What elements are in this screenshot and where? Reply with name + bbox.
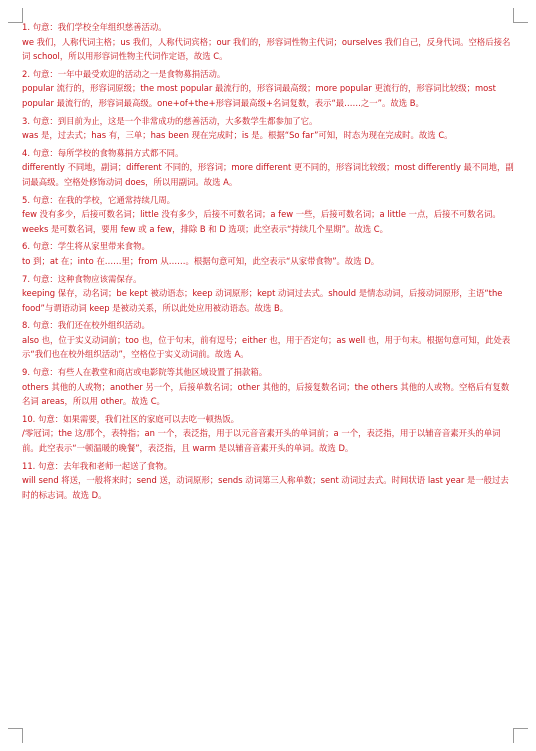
question-sentence: 3. 句意：到目前为止，这是一个非常成功的慈善活动，大多数学生都参加了它。 — [22, 115, 318, 126]
explanation: /零冠词；the 这/那个，表特指；an 一个，表泛指，用于以元音音素开头的单词前；a 一个，表泛指，用于以辅音音素开头的单词前。此空表示“一顿温暖的晚餐”，表泛指，且 warm 是以辅音音素开头的单词。故选 D。 — [22, 428, 501, 454]
question-sentence: 2. 句意：一年中最受欢迎的活动之一是食物募捐活动。 — [22, 68, 226, 79]
question-sentence: 7. 句意：这种食物应该需保存。 — [22, 273, 142, 284]
question-sentence: 11. 句意：去年我和老师一起送了食物。 — [22, 460, 172, 471]
question-sentence: 6. 句意：学生将从家里带来食物。 — [22, 241, 150, 252]
explanation: keeping 保存，动名词；be kept 被动语态；keep 动词原形；kept 动词过去式。should 是情态动词，后接动词原形，主语“the food”与谓语动词 keep 是被动关系，所以此处应用被动语态。故选 B。 — [22, 288, 503, 313]
answer-item-11 — [22, 459, 516, 503]
page-corner-mark-top-left — [8, 8, 23, 23]
answer-item-10 — [22, 412, 516, 456]
question-sentence: 1. 句意：我们学校全年组织慈善活动。 — [22, 22, 167, 32]
explanation: few 没有多少，后接可数名词；little 没有多少，后接不可数名词；a few 一些，后接可数名词；a little 一点，后接不可数名词。weeks 是可数名词，要用 few 或 a few，排除 B 和 D 选项；此空表示“持续几个星期”。故选 C。 — [22, 209, 501, 234]
explanation: popular 流行的，形容词原级；the most popular 最流行的，形容词最高级；more popular 更流行的，形容词比较级；most popular 最流行的，形容词最高级。one+of+the+形容词最高级+名词复数，表示“最……之一”。故选 B。 — [22, 83, 496, 108]
answer-item-9 — [22, 365, 516, 409]
answer-item-7 — [22, 272, 516, 316]
explanation: we 我们，人称代词主格；us 我们，人称代词宾格；our 我们的，形容词性物主代词；ourselves 我们自己，反身代词。空格后接名词 school，所以用形容词性物主代词作定语，故选 C。 — [22, 36, 511, 62]
answer-item-6 — [22, 239, 516, 268]
explanation: others 其他的人或物；another 另一个，后接单数名词；other 其他的，后接复数名词；the others 其他的人或物。空格后有复数名词 areas，所以用 other。故选 C。 — [22, 381, 510, 407]
explanation: differently 不同地，副词；different 不同的，形容词；more different 更不同的，形容词比较级；most differently 最不同地，副词最高级。空格处修饰动词 does，所以用副词。故选 A。 — [22, 162, 514, 187]
answer-item-2 — [22, 67, 516, 111]
explanation: also 也，位于实义动词前；too 也，位于句末，前有逗号；either 也，用于否定句；as well 也，用于句末。根据句意可知，此处表示“我们也在校外组织活动”，空格位于实义动词前。故选 A。 — [22, 334, 511, 360]
explanation: was 是，过去式；has 有，三单；has been 现在完成时；is 是。根据“So far”可知，时态为现在完成时。故选 C。 — [22, 130, 453, 141]
answer-explanations — [22, 20, 516, 505]
answer-item-1 — [22, 20, 516, 64]
question-sentence: 9. 句意：有些人在教堂和商店或电影院等其他区域设置了捐款箱。 — [22, 367, 268, 378]
page-corner-mark-bottom-left — [8, 728, 23, 743]
question-sentence: 5. 句意：在我的学校，它通常持续几周。 — [22, 194, 176, 205]
answer-item-3 — [22, 114, 516, 143]
explanation: to 到；at 在；into 在……里；from 从……。根据句意可知，此空表示“从家带食物”。故选 D。 — [22, 255, 380, 266]
question-sentence: 10. 句意：如果需要，我们社区的家庭可以去吃一顿热饭。 — [22, 413, 239, 424]
page-corner-mark-bottom-right — [513, 728, 528, 743]
answer-item-4 — [22, 146, 516, 190]
answer-item-8 — [22, 318, 516, 362]
question-sentence: 4. 句意：每所学校的食物募捐方式都不同。 — [22, 147, 184, 158]
question-sentence: 8. 句意：我们还在校外组织活动。 — [22, 320, 150, 331]
answer-item-5 — [22, 193, 516, 237]
explanation: will send 将送，一般将来时；send 送，动词原形；sends 动词第三人称单数；sent 动词过去式。时间状语 last year 是一般过去时的标志词。故选 D。 — [22, 475, 509, 500]
